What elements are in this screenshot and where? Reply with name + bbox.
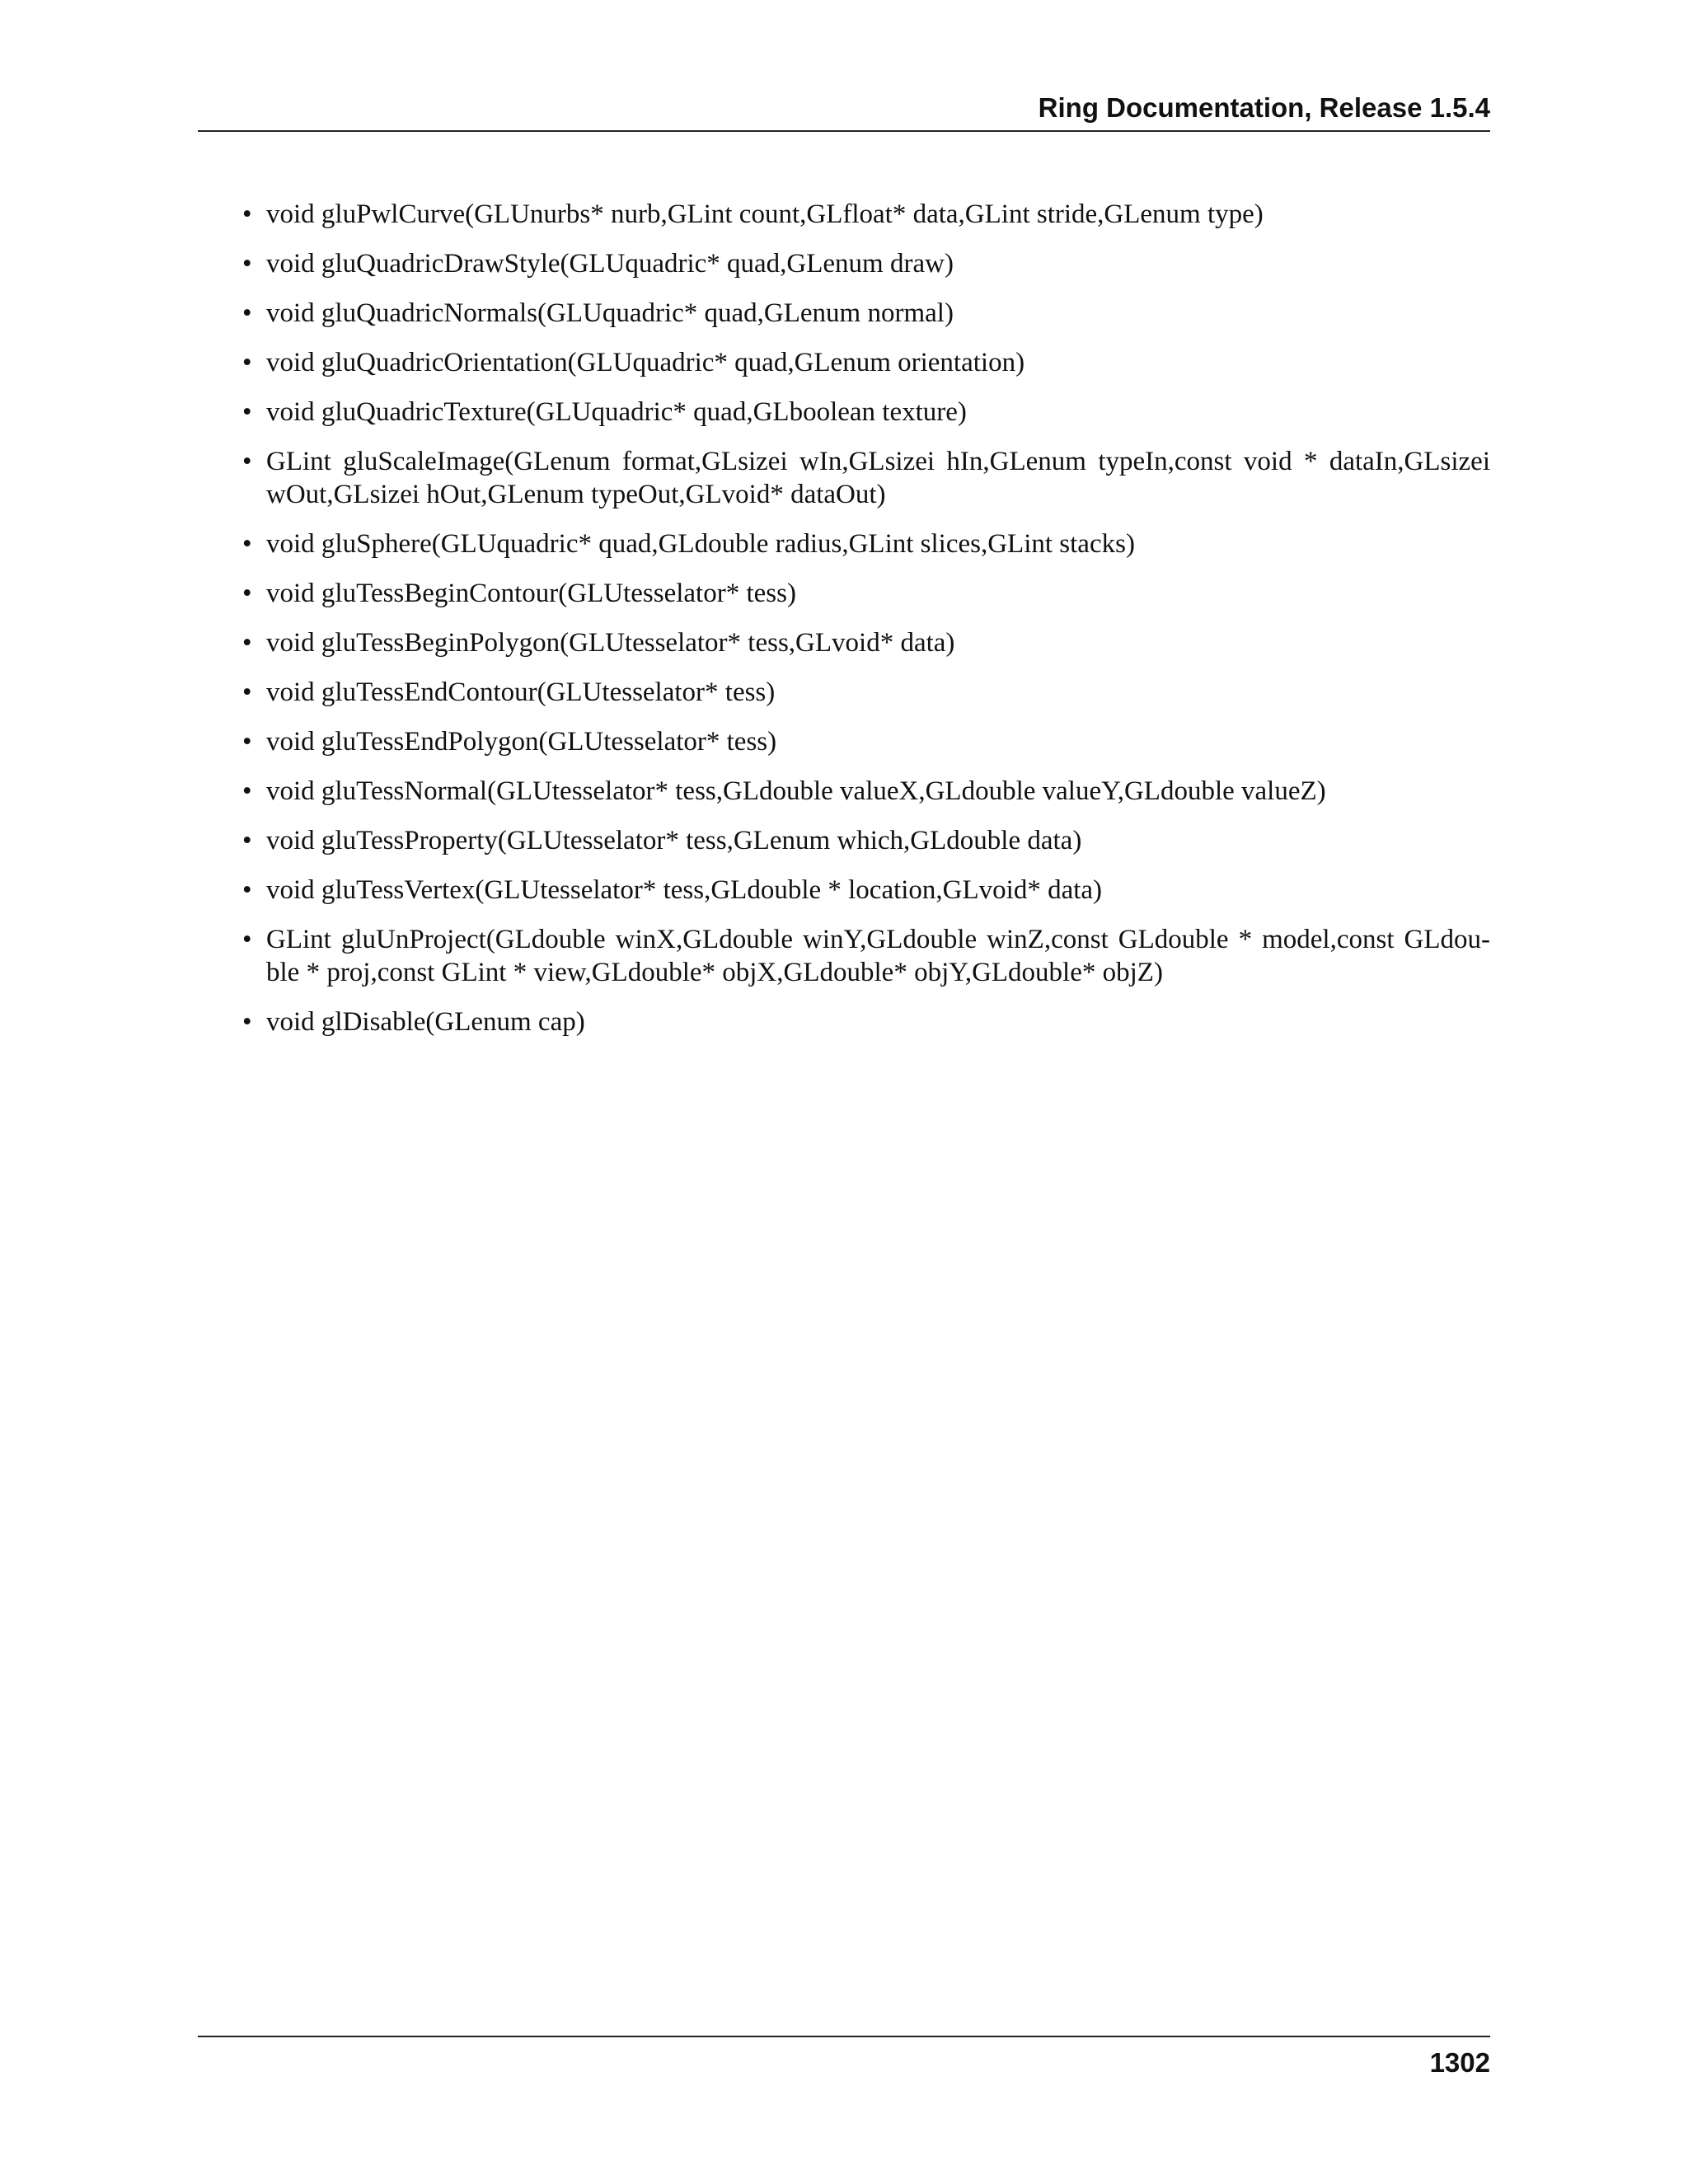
function-signature: void gluSphere(GLUquadric* quad,GLdouble radius,GLint slices,GLint stacks) [266, 529, 1135, 559]
list-item [198, 874, 1490, 907]
bullet-icon: • [242, 628, 252, 658]
list-item [198, 346, 1490, 379]
bullet-icon: • [242, 727, 252, 757]
bullet-icon: • [242, 199, 252, 229]
list-item [198, 626, 1490, 659]
function-signature: void gluTessProperty(GLUtesselator* tess,GLenum which,GLdouble data) [266, 826, 1082, 855]
page-header-title: Ring Documentation, Release 1.5.4 [1038, 92, 1490, 123]
bullet-icon: • [242, 397, 252, 427]
list-item [198, 297, 1490, 330]
header-divider [198, 130, 1490, 132]
function-signature: void gluTessEndPolygon(GLUtesselator* tess) [266, 727, 777, 757]
list-item [198, 577, 1490, 610]
function-signature: void gluTessVertex(GLUtesselator* tess,GLdouble * location,GLvoid* data) [266, 875, 1103, 905]
list-item [198, 198, 1490, 231]
bullet-icon: • [242, 529, 252, 559]
function-list [198, 198, 1490, 1055]
list-item [198, 725, 1490, 758]
bullet-icon: • [242, 776, 252, 806]
list-item [198, 923, 1490, 989]
function-signature: void gluQuadricTexture(GLUquadric* quad,GLboolean texture) [266, 397, 967, 427]
list-item [198, 527, 1490, 560]
bullet-icon: • [242, 579, 252, 608]
list-item [198, 824, 1490, 857]
bullet-icon: • [242, 677, 252, 707]
function-signature: void gluTessBeginPolygon(GLUtesselator* tess,GLvoid* data) [266, 628, 955, 658]
bullet-icon: • [242, 298, 252, 328]
list-item [198, 445, 1490, 511]
list-item [198, 775, 1490, 808]
bullet-icon: • [242, 447, 252, 476]
function-signature: void gluTessNormal(GLUtesselator* tess,GLdouble valueX,GLdouble valueY,GLdouble valueZ) [266, 776, 1326, 806]
function-signature: void gluQuadricDrawStyle(GLUquadric* quad,GLenum draw) [266, 249, 954, 279]
list-item [198, 1005, 1490, 1038]
footer-divider [198, 2036, 1490, 2037]
bullet-icon: • [242, 249, 252, 279]
function-signature: GLint gluUnProject(GLdouble winX,GLdouble winY,GLdouble winZ,const GLdouble * model,const GLdou- ble * proj,const GLint * view,GLdouble* objX,GLdouble* objY,GLdouble* objZ) [266, 925, 1490, 987]
function-signature: void gluQuadricNormals(GLUquadric* quad,GLenum normal) [266, 298, 954, 328]
function-signature: void gluPwlCurve(GLUnurbs* nurb,GLint count,GLfloat* data,GLint stride,GLenum type) [266, 199, 1264, 229]
function-signature: void gluQuadricOrientation(GLUquadric* quad,GLenum orientation) [266, 348, 1025, 377]
list-item [198, 676, 1490, 709]
list-item [198, 247, 1490, 280]
bullet-icon: • [242, 1007, 252, 1037]
function-signature: GLint gluScaleImage(GLenum format,GLsizei wIn,GLsizei hIn,GLenum typeIn,const void * dataIn,GLsizei wOut,GLsizei hOut,GLenum typeOut,GLvoid* dataOut) [266, 447, 1490, 509]
page-number: 1302 [1429, 2047, 1490, 2078]
bullet-icon: • [242, 925, 252, 954]
function-signature: void gluTessEndContour(GLUtesselator* tess) [266, 677, 776, 707]
bullet-icon: • [242, 875, 252, 905]
bullet-icon: • [242, 348, 252, 377]
bullet-icon: • [242, 826, 252, 855]
function-signature: void glDisable(GLenum cap) [266, 1007, 585, 1037]
list-item [198, 396, 1490, 429]
function-signature: void gluTessBeginContour(GLUtesselator* tess) [266, 579, 796, 608]
